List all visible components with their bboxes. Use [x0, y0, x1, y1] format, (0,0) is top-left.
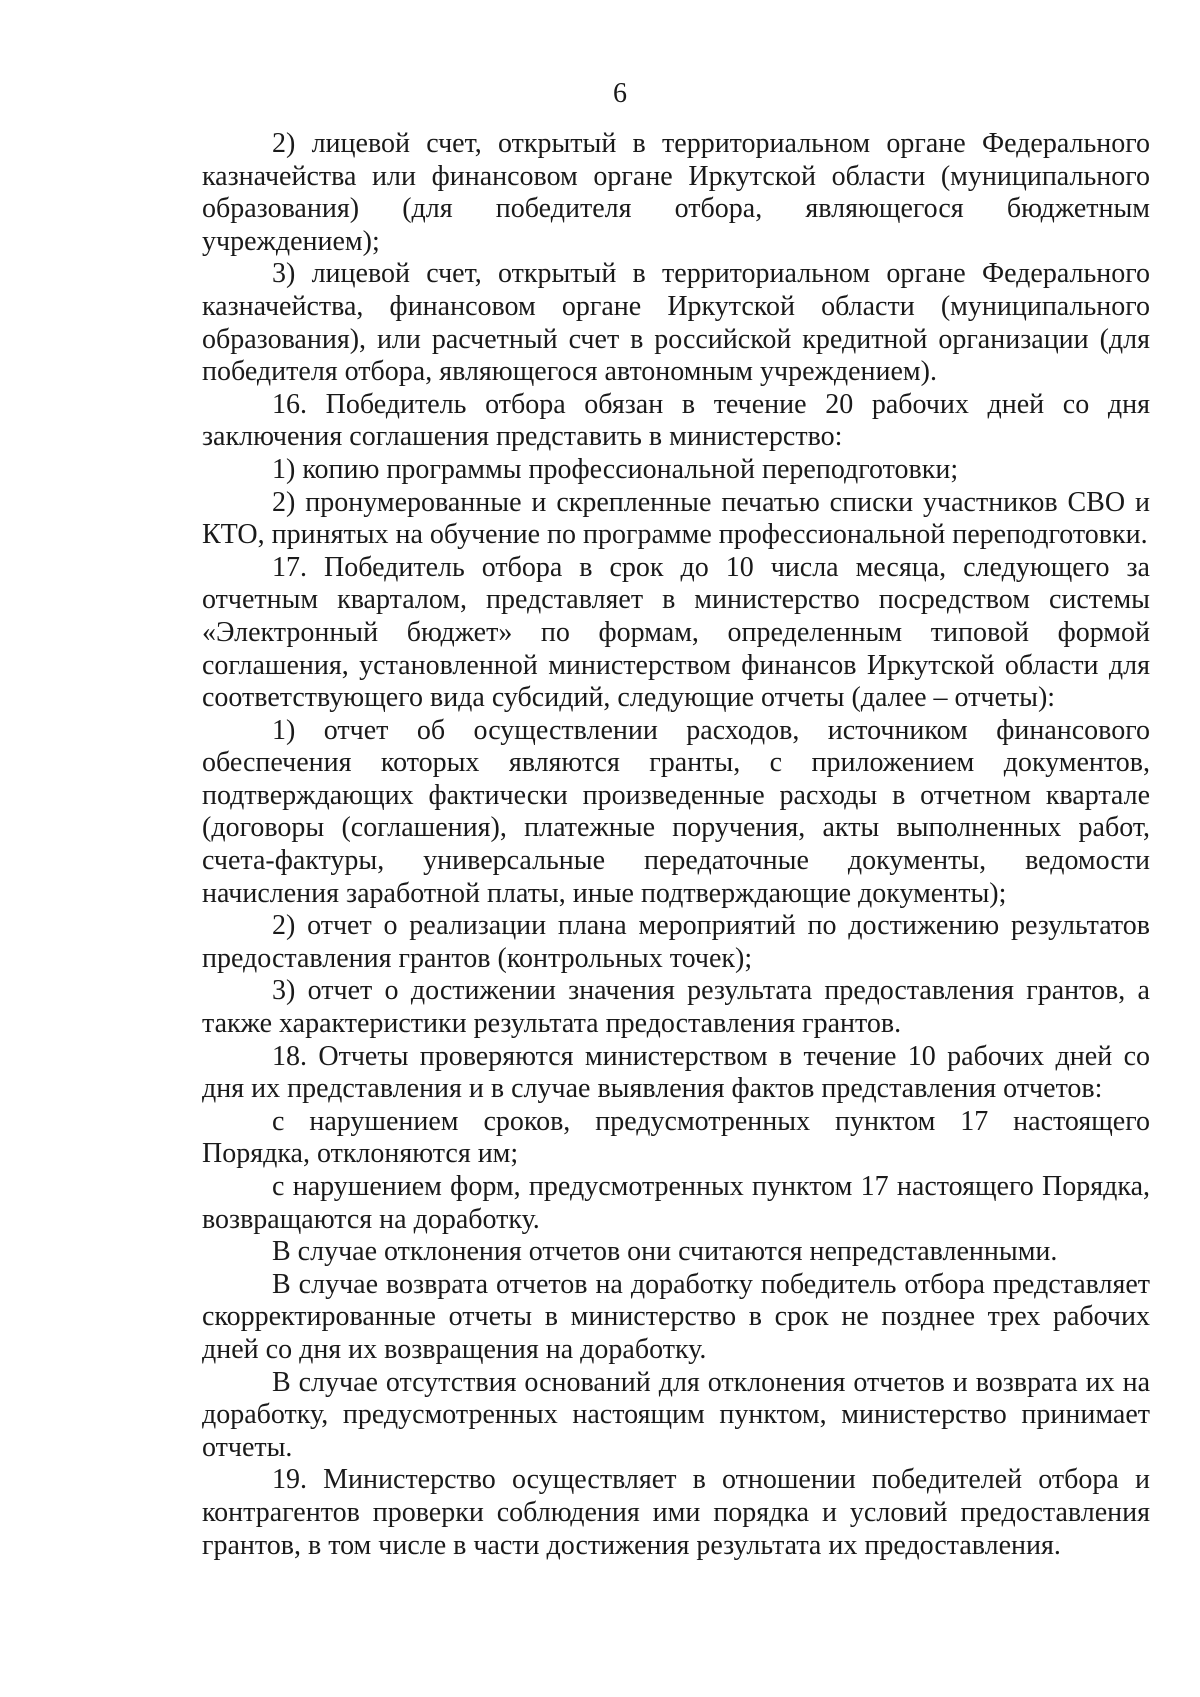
paragraph-item-2-budget: 2) лицевой счет, открытый в территориальном органе Федерального казначейства или финансовом органе Иркутской области (муниципального образования) (для победителя отбора, являющегося бюджетным учреждением); — [202, 128, 1150, 257]
paragraph-18-return: В случае возврата отчетов на доработку победитель отбора представляет скорректированные отчеты в министерство в срок не позднее трех рабочих дней со дня их возвращения на доработку. — [202, 1268, 1150, 1365]
paragraph-17-item-2: 2) отчет о реализации плана мероприятий по достижению результатов предоставления грантов (контрольных точек); — [202, 910, 1150, 974]
paragraph-18-form-violation: с нарушением форм, предусмотренных пунктом 17 настоящего Порядка, возвращаются на доработку. — [202, 1171, 1150, 1235]
paragraph-16-item-1: 1) копию программы профессиональной переподготовки; — [272, 453, 959, 485]
page-number: 6 — [613, 78, 627, 109]
document-body — [202, 128, 1150, 1562]
paragraph-item-3-autonomous: 3) лицевой счет, открытый в территориальном органе Федерального казначейства, финансовом органе Иркутской области (муниципального образования), или расчетный счет в российской кредитной организации (для победителя отбора, являющегося автономным учреждением). — [202, 258, 1150, 388]
paragraph-18: 18. Отчеты проверяются министерством в течение 10 рабочих дней со дня их представления и в случае выявления фактов представления отчетов: — [202, 1040, 1150, 1105]
paragraph-16-item-2: 2) пронумерованные и скрепленные печатью списки участников СВО и КТО, принятых на обучение по программе профессиональной переподготовки. — [202, 486, 1150, 551]
paragraph-17-item-3: 3) отчет о достижении значения результата предоставления грантов, а также характеристики результата предоставления грантов. — [202, 975, 1150, 1040]
paragraph-18-rejection: В случае отклонения отчетов они считаются непредставленными. — [272, 1236, 1058, 1268]
paragraph-19: 19. Министерство осуществляет в отношении победителей отбора и контрагентов проверки соблюдения ими порядка и условий предоставления грантов, в том числе в части достижения результата их предоставления. — [202, 1464, 1150, 1561]
paragraph-18-deadline-violation: с нарушением сроков, предусмотренных пунктом 17 настоящего Порядка, отклоняются им; — [202, 1105, 1150, 1170]
paragraph-17-item-1: 1) отчет об осуществлении расходов, источником финансового обеспечения которых являются гранты, с приложением документов, подтверждающих фактически произведенные расходы в отчетном квартале (договоры (соглашения), платежные поручения, акты выполненных работ, счета-фактуры, универсальные передаточные документы, ведомости начисления заработной платы, иные подтверждающие документы); — [202, 714, 1150, 909]
paragraph-18-acceptance: В случае отсутствия оснований для отклонения отчетов и возврата их на доработку, предусмотренных настоящим пунктом, министерство принимает отчеты. — [202, 1366, 1150, 1463]
paragraph-17: 17. Победитель отбора в срок до 10 числа месяца, следующего за отчетным кварталом, представляет в министерство посредством системы «Электронный бюджет» по формам, определенным типовой формой соглашения, установленной министерством финансов Иркутской области для соответствующего вида субсидий, следующие отчеты (далее – отчеты): — [202, 551, 1150, 714]
paragraph-16: 16. Победитель отбора обязан в течение 20 рабочих дней со дня заключения соглашения представить в министерство: — [202, 388, 1150, 453]
